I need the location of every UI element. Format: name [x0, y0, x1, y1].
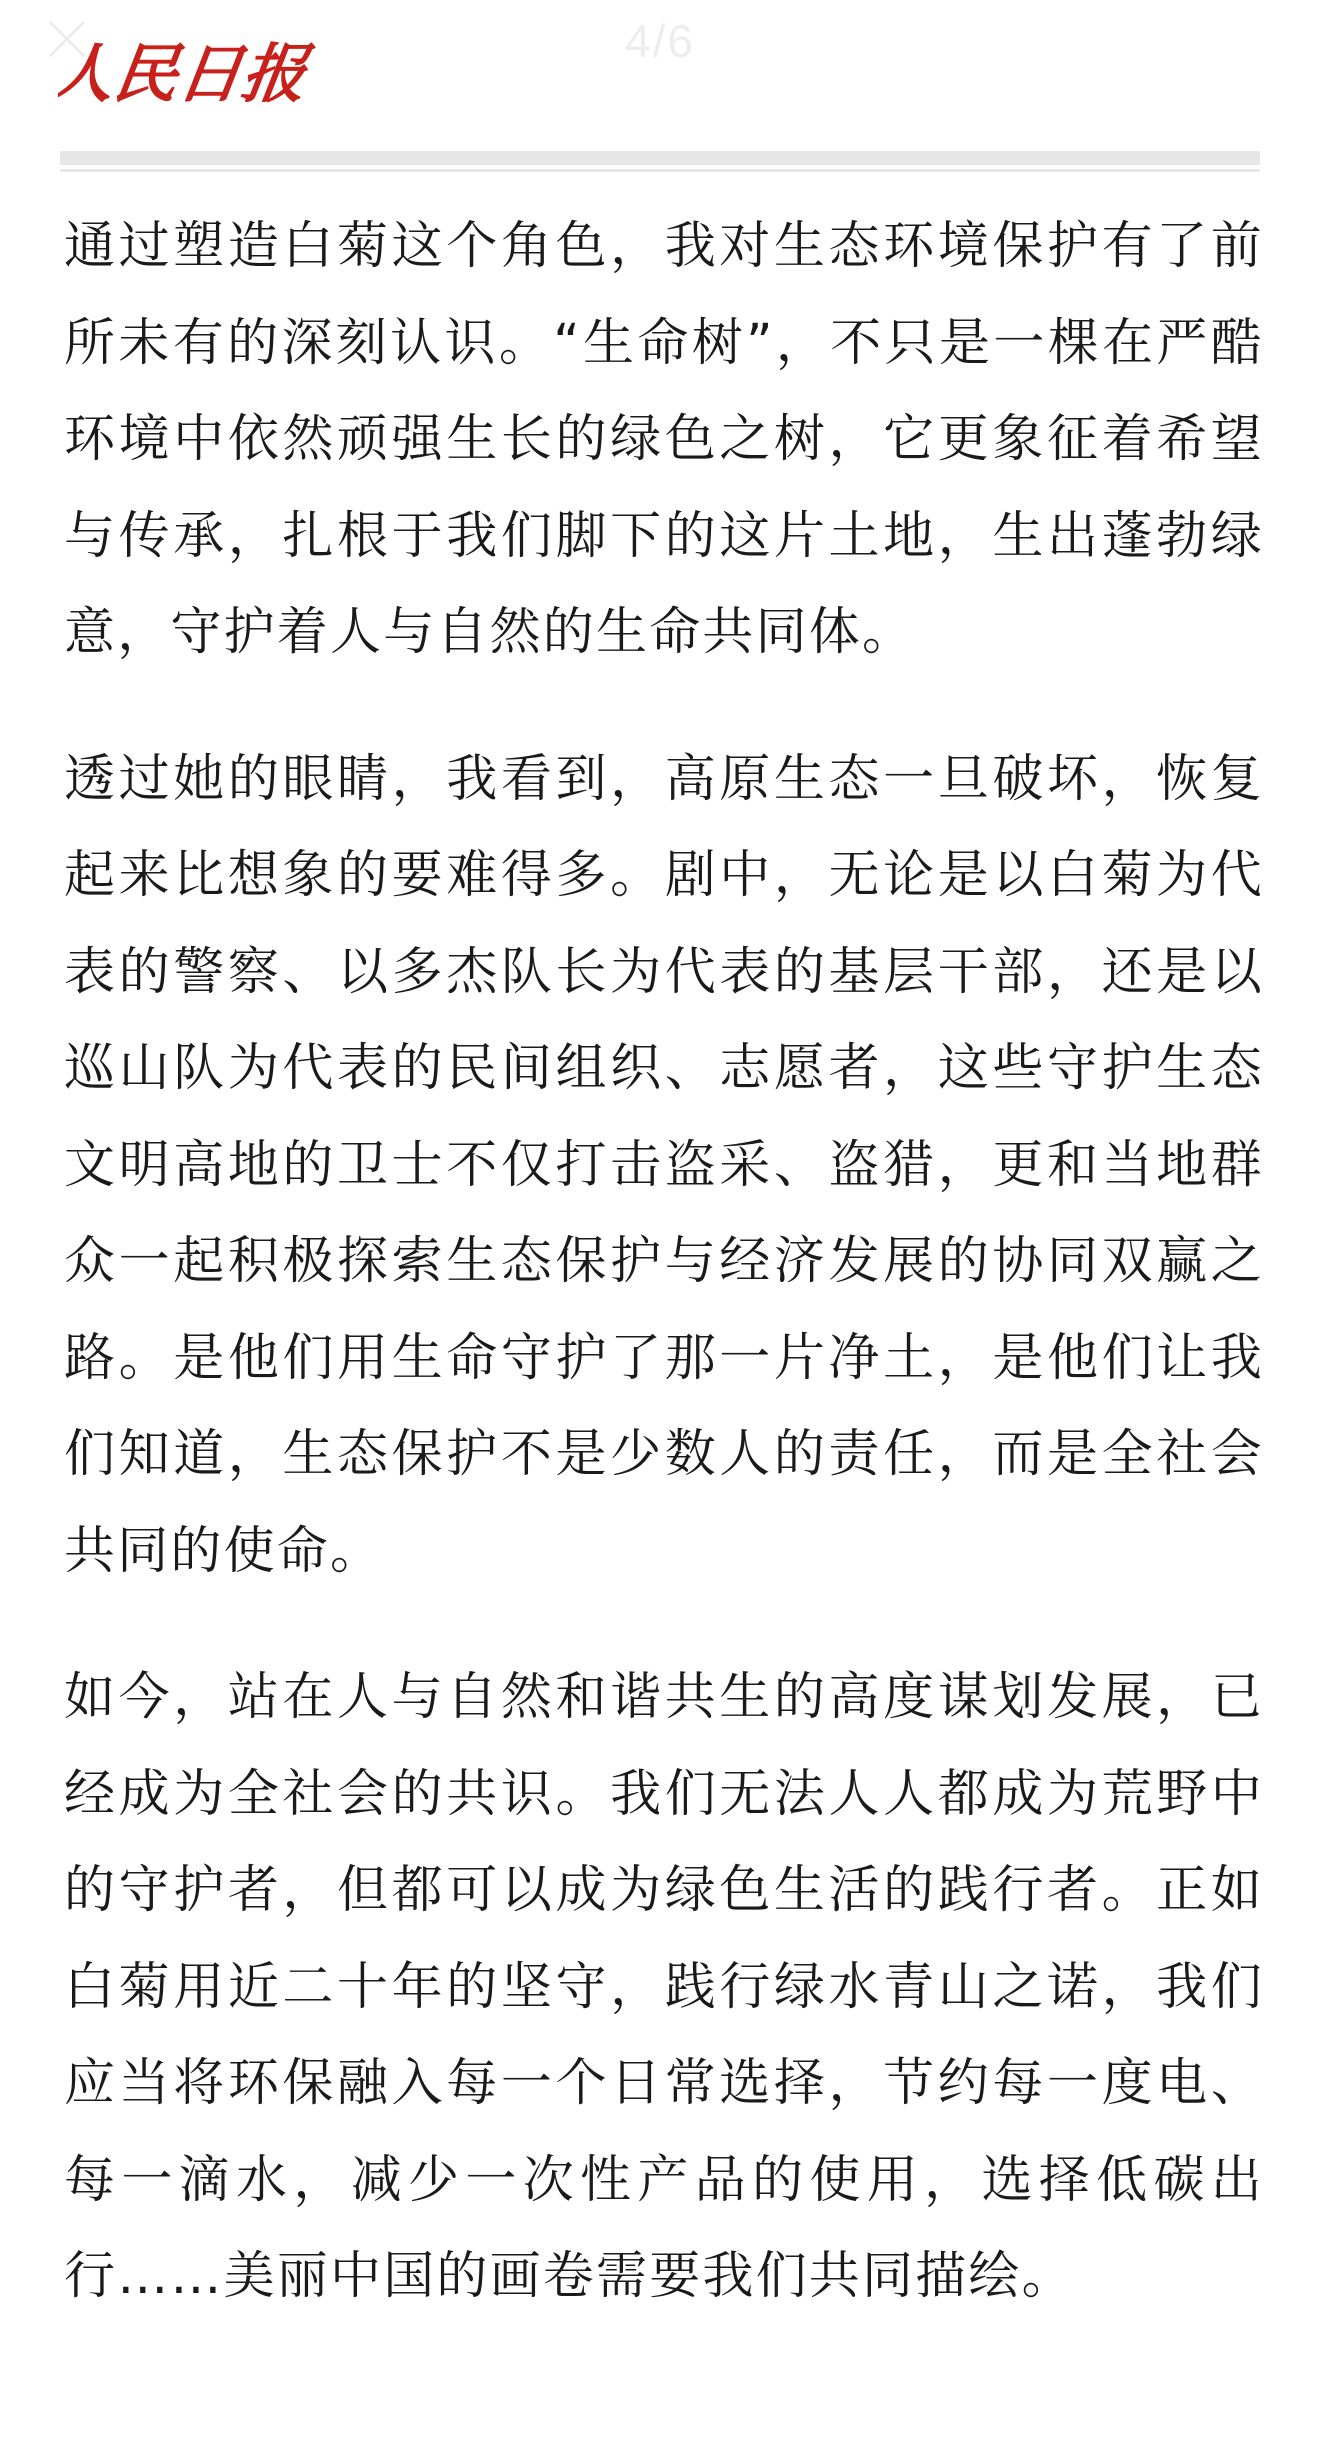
article-paragraph: 透过她的眼睛，我看到，高原生态一旦破坏，恢复起来比想象的要难得多。剧中，无论是以白菊为代表的警察、以多杰队长为代表的基层干部，还是以巡山队为代表的民间组织、志愿者，这些守护生态文明高地的卫士不仅打击盗采、盗猎，更和当地群众一起积极探索生态保护与经济发展的协同双赢之路。是他们用生命守护了那一片净土，是他们让我们知道，生态保护不是少数人的责任，而是全社会共同的使命。	[64, 749, 1264, 1581]
logo-text: 人民日报	[58, 37, 312, 112]
page-counter: 4/6	[625, 15, 695, 67]
article-paragraph: 如今，站在人与自然和谐共生的高度谋划发展，已经成为全社会的共识。我们无法人人都成为荒野中的守护者，但都可以成为绿色生活的践行者。正如白菊用近二十年的坚守，践行绿水青山之诺，我们应当将环保融入每一个日常选择，节约每一度电、每一滴水，减少一次性产品的使用，选择低碳出行……美丽中国的画卷需要我们共同描绘。	[64, 1668, 1264, 2306]
article-body	[64, 199, 1264, 2376]
people-daily-logo	[58, 18, 328, 118]
header-divider-thin	[60, 169, 1260, 172]
article-paragraph: 通过塑造白菊这个角色，我对生态环境保护有了前所未有的深刻认识。“生命树”，不只是一棵在严酷环境中依然顽强生长的绿色之树，它更象征着希望与传承，扎根于我们脚下的这片土地，生出蓬勃绿意，守护着人与自然的生命共同体。	[64, 217, 1264, 662]
header-divider	[60, 151, 1260, 165]
